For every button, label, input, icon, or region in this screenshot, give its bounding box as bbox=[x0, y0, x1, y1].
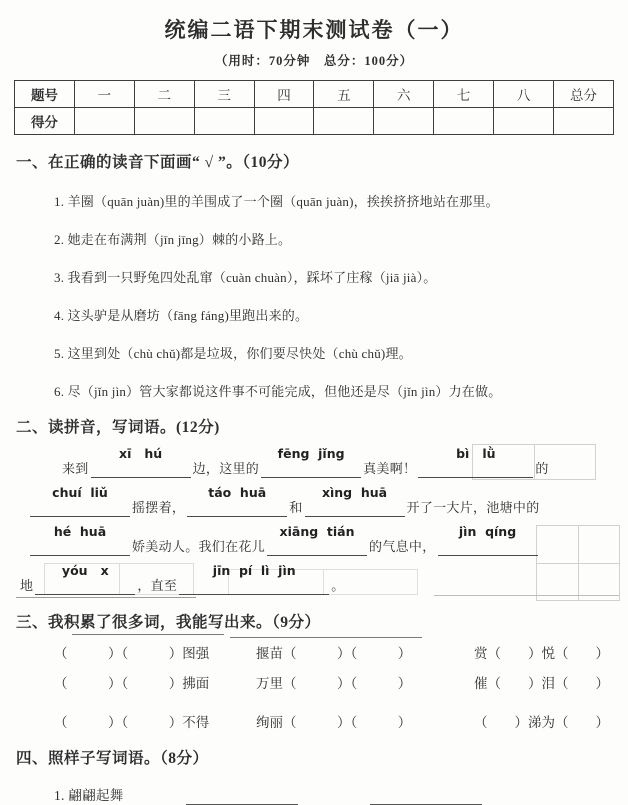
scan-artifact-line bbox=[72, 634, 224, 635]
sentence-text: 的气息中， bbox=[369, 539, 436, 554]
pinyin-label: fēng jǐng bbox=[277, 446, 345, 461]
question-number-cell: 八 bbox=[494, 81, 554, 108]
question-item: 3. 我看到一只野兔四处乱窜（cuàn chuàn），踩坏了庄稼（jiā jià）。 bbox=[54, 270, 437, 285]
blank-underline bbox=[187, 501, 287, 517]
sentence-text: 来到 bbox=[62, 461, 89, 476]
score-cell-empty bbox=[434, 108, 494, 135]
question-item: 5. 这里到处（chù chǔ)都是垃圾，你们要尽快处（chù chǔ)理。 bbox=[54, 346, 412, 361]
section3-heading bbox=[16, 610, 614, 632]
section3-rows bbox=[14, 642, 614, 731]
pinyin-fill-line bbox=[20, 556, 614, 595]
scan-artifact-line bbox=[230, 637, 422, 638]
pinyin-label: yóu x bbox=[61, 563, 109, 578]
answer-blank bbox=[438, 524, 538, 556]
answer-blank bbox=[267, 524, 367, 556]
answer-blank bbox=[187, 485, 287, 517]
word-completion: 赏（ ）悦（ ） bbox=[474, 646, 609, 661]
pinyin-label: chuí liǔ bbox=[52, 485, 108, 500]
section1-heading: 一、在正确的读音下面画“ √ ”。（10分） bbox=[16, 154, 300, 171]
word-row bbox=[54, 642, 614, 662]
question-number-cell: 四 bbox=[254, 81, 314, 108]
blank-underline bbox=[438, 540, 538, 556]
pinyin-fill-line bbox=[28, 517, 614, 556]
question-number-cell: 总分 bbox=[554, 81, 614, 108]
pinyin-label: jīn pí lì jìn bbox=[212, 563, 296, 578]
blank-underline bbox=[30, 540, 130, 556]
pinyin-label: xiāng tián bbox=[279, 524, 355, 539]
question-number-cell: 二 bbox=[134, 81, 194, 108]
sentence-text: 摇摆着， bbox=[132, 500, 186, 515]
word-completion: 催（ ）泪（ ） bbox=[474, 676, 609, 691]
section2-heading: 二、读拼音，写词语。(12分) bbox=[16, 419, 220, 436]
question-item: 4. 这头驴是从磨坊（fāng fáng)里跑出来的。 bbox=[54, 308, 309, 323]
answer-blank bbox=[261, 446, 361, 478]
word-completion: 揠苗（ ）（ ） bbox=[256, 646, 412, 661]
section2-fill-block bbox=[14, 439, 614, 595]
question-number-cell: 七 bbox=[434, 81, 494, 108]
question-item: 1. 羊圈（quān juàn)里的羊围成了一个圈（quān juàn)，挨挨挤挤地站在那里。 bbox=[54, 194, 499, 209]
sentence-text: 和 bbox=[289, 500, 303, 515]
score-cell-empty bbox=[494, 108, 554, 135]
score-table-score-row bbox=[15, 108, 614, 135]
question-item: 6. 尽（jǐn jìn）管大家都说这件事不可能完成，但他还是尽（jǐn jìn）力在做。 bbox=[54, 384, 502, 399]
question-number-cell: 三 bbox=[194, 81, 254, 108]
sentence-text: 地 bbox=[20, 578, 34, 593]
word-completion: 万里（ ）（ ） bbox=[256, 676, 412, 691]
word-completion: 绚丽（ ）（ ） bbox=[256, 715, 412, 730]
sentence-text: 边，这里的 bbox=[192, 461, 260, 476]
blank-underline bbox=[30, 501, 130, 517]
word-row bbox=[54, 711, 614, 731]
sentence-text: 的 bbox=[535, 461, 549, 476]
blank-underline bbox=[305, 501, 405, 517]
answer-blank bbox=[30, 524, 130, 556]
answer-blank bbox=[35, 563, 135, 595]
score-cell-empty bbox=[554, 108, 614, 135]
word-completion: （ ）涕为（ ） bbox=[474, 715, 609, 730]
pinyin-label: bì lǜ bbox=[456, 446, 496, 461]
answer-blank bbox=[186, 792, 298, 805]
score-cell-empty bbox=[254, 108, 314, 135]
pinyin-label: jìn qíng bbox=[458, 524, 517, 539]
word-completion: （ ）（ ）图强 bbox=[54, 646, 210, 661]
sentence-text: ，直至 bbox=[137, 578, 178, 593]
pinyin-fill-line bbox=[62, 439, 614, 478]
pinyin-label: hé huā bbox=[53, 524, 107, 539]
answer-blank bbox=[30, 485, 130, 517]
score-row-label: 得分 bbox=[15, 108, 75, 135]
blank-underline bbox=[91, 462, 191, 478]
pinyin-fill-line bbox=[28, 478, 614, 517]
word-row bbox=[54, 672, 614, 692]
blank-underline bbox=[418, 462, 533, 478]
answer-blank bbox=[179, 563, 329, 595]
sentence-text: 娇美动人。我们在花儿 bbox=[132, 539, 266, 554]
question-number-cell: 六 bbox=[374, 81, 434, 108]
blank-underline bbox=[267, 540, 367, 556]
sentence-text: 开了一大片，池塘中的 bbox=[406, 500, 540, 515]
blank-underline bbox=[35, 579, 135, 595]
score-cell-empty bbox=[374, 108, 434, 135]
scan-artifact-line bbox=[434, 595, 619, 596]
question-number-cell: 一 bbox=[74, 81, 134, 108]
section1-items bbox=[14, 191, 614, 400]
answer-blank bbox=[305, 485, 405, 517]
blank-underline bbox=[261, 462, 361, 478]
score-cell-empty bbox=[314, 108, 374, 135]
sentence-text: 。 bbox=[331, 578, 345, 593]
score-table-header-row bbox=[15, 81, 614, 108]
pinyin-label: táo huā bbox=[208, 485, 267, 500]
pinyin-label: xī hú bbox=[119, 446, 163, 461]
paper-subtitle: （用时：70分钟 总分：100分） bbox=[214, 54, 414, 68]
score-cell-empty bbox=[74, 108, 134, 135]
pinyin-label: xìng huā bbox=[321, 485, 388, 500]
section4-item bbox=[54, 784, 614, 805]
section4-heading: 四、照样子写词语。（8分） bbox=[16, 750, 209, 767]
score-table bbox=[14, 80, 614, 135]
example-word: 1. 翩翩起舞 bbox=[54, 788, 124, 803]
scan-artifact-line bbox=[16, 597, 196, 598]
score-cell-empty bbox=[134, 108, 194, 135]
question-item: 2. 她走在布满荆（jīn jīng）棘的小路上。 bbox=[54, 232, 292, 247]
word-completion: （ ）（ ）拂面 bbox=[54, 676, 210, 691]
score-table-corner-label: 题号 bbox=[15, 81, 75, 108]
blank-underline bbox=[179, 579, 329, 595]
word-completion: （ ）（ ）不得 bbox=[54, 715, 210, 730]
answer-blank bbox=[418, 446, 533, 478]
sentence-text: 真美啊！ bbox=[363, 461, 417, 476]
paper-title: 统编二语下期末测试卷（一） bbox=[164, 18, 464, 42]
score-cell-empty bbox=[194, 108, 254, 135]
answer-blank bbox=[91, 446, 191, 478]
section3-heading-text: 三、我积累了很多词，我能写出来。（9分） bbox=[16, 614, 321, 631]
answer-blank bbox=[370, 792, 482, 805]
question-number-cell: 五 bbox=[314, 81, 374, 108]
